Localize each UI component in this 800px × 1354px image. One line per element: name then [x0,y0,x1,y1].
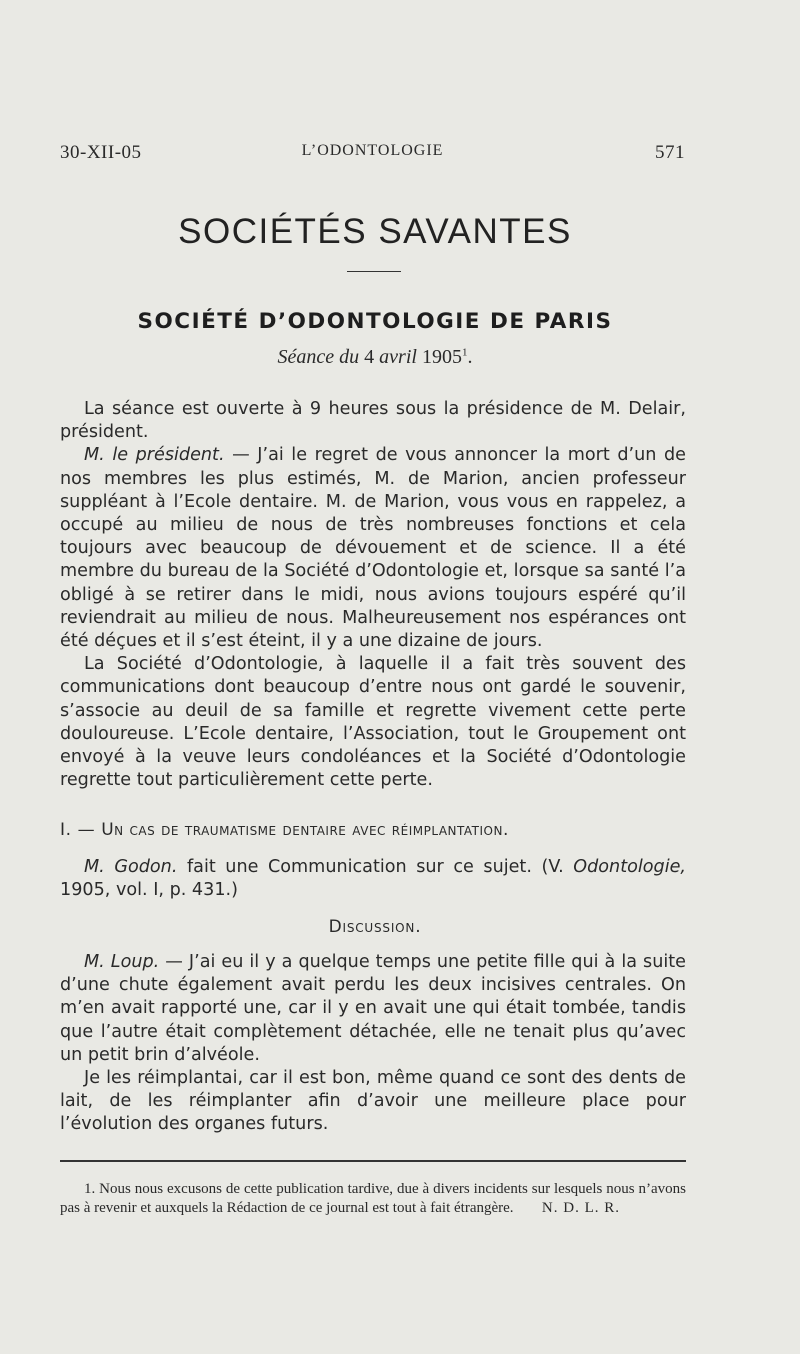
society-title: SOCIÉTÉ D’ODONTOLOGIE DE PARIS [137,309,613,334]
seance-day: 4 [359,346,380,368]
paragraph-godon [60,856,686,902]
main-title: SOCIÉTÉS SAVANTES [178,212,572,251]
seance-label: Séance du [277,346,360,368]
footnote [60,1180,686,1218]
seance-month: avril [379,346,417,368]
paragraph-condolences: La Société d’Odontologie, à laquelle il a fait très souvent des communications dont beaucoup d’entre nous ont gardé le souvenir, s’associe au deuil de sa famille et regrette vivement cette perte douloureuse. L’Ecole dentaire, l’Association, tout le Groupement ont envoyé à la veuve leurs condoléances et la Société d’Odontologie regrette tout particulièrement cette perte. [60,654,686,791]
godon-text: fait une Communication sur ce sujet. (V. [177,857,574,877]
loup-text: — J’ai eu il y a quelque temps une petite fille qui à la suite d’une chute également avait perdu les deux incisives centrales. On m’en avait rapporté une, car il y en avait une qui était tombée, tandis que l’autre était complètement détachée, elle ne tenait plus qu’avec un petit brin d’alvéole. [60,952,686,1065]
page-number: 571 [655,142,685,163]
discussion-heading: Discussion. [328,917,422,937]
speaker-loup: M. Loup. [84,952,160,972]
seance-period: . [467,346,473,368]
discussion-text [60,951,686,1137]
paragraph-reimplantation: Je les réimplantai, car il est bon, même quand ce sont des dents de lait, de les réimplanter afin d’avoir une meilleure place pour l’évolution des organes futurs. [60,1068,686,1135]
paragraph-president [60,444,686,653]
opening-text [60,398,686,792]
footnote-divider [60,1160,686,1162]
footnote-signature: N. D. L. R. [541,1200,620,1216]
title-divider [347,271,401,272]
journal-reference: Odontologie, [573,857,686,877]
footnote-text [60,1180,686,1218]
section-title: Un cas de traumatisme dentaire avec réimplantation. [101,820,509,840]
section-number: I. — [60,820,102,840]
footnote-number: 1. [84,1181,100,1197]
footnote-reference: 1 [461,346,468,359]
header-journal-title: L’ODONTOLOGIE [301,142,444,159]
president-speech: — J’ai le regret de vous annoncer la mort d’un de nos membres les plus estimés, M. de Marion, ancien professeur suppléant à l’Ecole dentaire. M. de Marion, vous vous en rappelez, a occupé au milieu de nous de très nombreuses fonctions et cela toujours avec beaucoup de dévouement et de science. Il a été membre du bureau de la Société d’Odontologie et, lorsque sa santé l’a obligé à se retirer dans le midi, nous avions toujours espéré qu’il reviendrait au milieu de nous. Malheureusement nos espérances ont été déçues et il s’est éteint, il y a une dizaine de jours. [60,445,686,652]
godon-communication [60,856,686,902]
paragraph-opening: La séance est ouverte à 9 heures sous la présidence de M. Delair, président. [60,399,686,443]
seance-date [0,346,750,369]
paragraph-loup [60,951,686,1067]
speaker-godon: M. Godon. [84,857,178,877]
footnote-body: Nous nous excusons de cette publication tardive, due à divers incidents sur lesquels nous n’avons pas à revenir et auxquels la Rédaction de ce journal est tout à fait étrangère. [60,1181,686,1216]
running-head [60,142,685,166]
section-heading [60,820,686,840]
journal-citation: 1905, vol. I, p. 431.) [60,880,238,901]
speaker-president: M. le président. [84,445,225,466]
header-date: 30-XII-05 [60,142,142,163]
seance-year: 1905 [416,346,462,368]
